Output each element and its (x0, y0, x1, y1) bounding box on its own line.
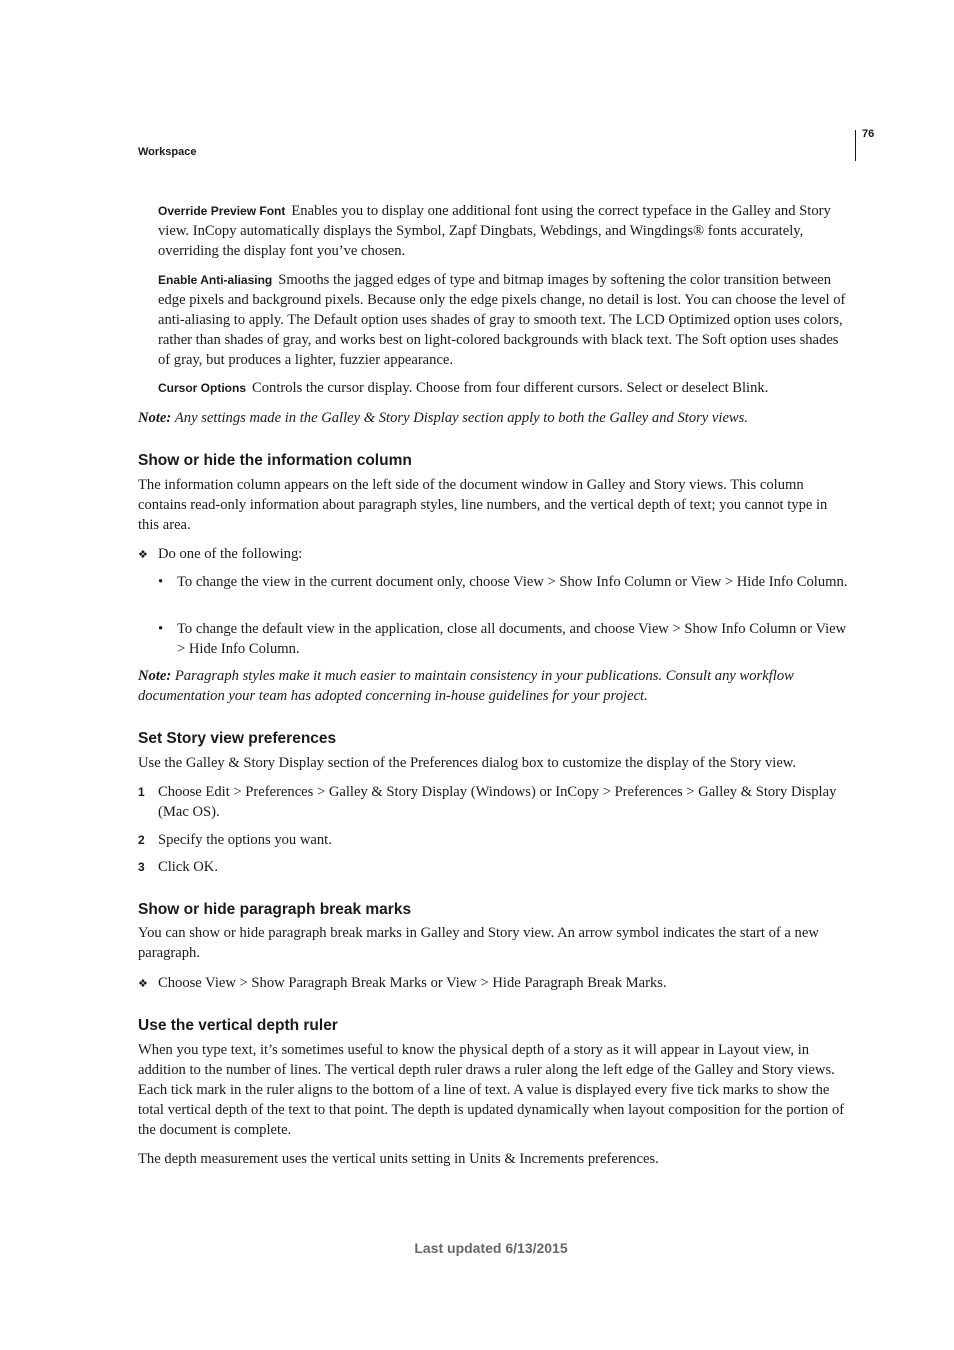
definition-text: Enables you to display one additional font using the correct typeface in the Galley and Story view. InCopy automatically displays the Symbol, Zapf Dingbats, Webdings, and Wingdings® fonts accurately, overriding the display font you’ve chosen. (158, 203, 831, 259)
definition-text: Controls the cursor display. Choose from four different cursors. Select or deselect Blink. (252, 380, 769, 396)
info-column-bullet-1 (158, 572, 850, 592)
heading-info-column: Show or hide the information column (138, 452, 412, 469)
note-paragraph-styles (138, 666, 850, 706)
heading-depth-ruler: Use the vertical depth ruler (138, 1017, 338, 1034)
definition-override-preview-font (158, 201, 850, 261)
step-number: 3 (138, 860, 145, 874)
info-column-body: The information column appears on the left side of the document window in Galley and Story views. This column contains read-only information about paragraph styles, line numbers, and the vertical depth of text; you cannot type in this area. (138, 477, 828, 533)
story-prefs-step-3 (138, 857, 850, 877)
bullet-text: To change the default view in the application, close all documents, and choose View > Show Info Column or View > Hide Info Column. (177, 621, 847, 657)
break-marks-body: You can show or hide paragraph break marks in Galley and Story view. An arrow symbol indicates the start of a new paragraph. (138, 925, 819, 961)
page-number: 76 (862, 128, 875, 140)
note-text: Paragraph styles make it much easier to maintain consistency in your publications. Consult any workflow documentation your team has adopted concerning in-house guidelines for your project. (138, 668, 794, 704)
step-number: 1 (138, 785, 145, 799)
step-text: Do one of the following: (158, 546, 303, 562)
note-label: Note: (138, 668, 172, 684)
definition-cursor-options (158, 378, 850, 398)
step-text: Click OK. (158, 859, 218, 875)
definition-term: Override Preview Font (158, 204, 286, 218)
header-rule (855, 130, 856, 161)
story-prefs-step-2 (138, 830, 850, 850)
definition-text: Smooths the jagged edges of type and bitmap images by softening the color transition between edge pixels and background pixels. Because only the edge pixels change, no detail is lost. You can choose the level of anti-aliasing to apply. The Default option uses shades of gray to smooth text. The LCD Optimized option uses colors, rather than shades of gray, and works best on light-colored backgrounds with black text. The Soft option uses shades of gray, but produces a lighter, fuzzier appearance. (158, 272, 846, 368)
note-label: Note: (138, 410, 172, 426)
bullet-icon: • (158, 574, 164, 590)
depth-ruler-body-2: The depth measurement uses the vertical units setting in Units & Increments preferences. (138, 1151, 659, 1167)
step-text: Specify the options you want. (158, 832, 332, 848)
info-column-bullet-2 (158, 619, 850, 659)
definition-term: Cursor Options (158, 381, 247, 395)
running-header: Workspace (138, 146, 197, 158)
bullet-icon: • (158, 621, 164, 637)
info-column-step (138, 544, 850, 565)
note-text: Any settings made in the Galley & Story Display section apply to both the Galley and Story views. (174, 410, 748, 426)
bullet-text: To change the view in the current document only, choose View > Show Info Column or View > Hide Info Column. (177, 574, 848, 590)
step-text: Choose Edit > Preferences > Galley & Story Display (Windows) or InCopy > Preferences > Galley & Story Display (Mac OS). (158, 784, 837, 820)
step-number: 2 (138, 833, 145, 847)
note-galley-story (138, 408, 850, 428)
break-marks-step (138, 973, 850, 994)
story-prefs-body: Use the Galley & Story Display section of the Preferences dialog box to customize the display of the Story view. (138, 755, 797, 771)
definition-enable-anti-aliasing (158, 270, 850, 370)
footer-last-updated: Last updated 6/13/2015 (414, 1240, 568, 1256)
step-marker-icon: ❖ (138, 548, 148, 561)
step-marker-icon: ❖ (138, 977, 148, 990)
heading-story-prefs: Set Story view preferences (138, 730, 337, 747)
heading-break-marks: Show or hide paragraph break marks (138, 901, 412, 918)
definition-term: Enable Anti-aliasing (158, 273, 273, 287)
step-text: Choose View > Show Paragraph Break Marks or View > Hide Paragraph Break Marks. (158, 975, 667, 991)
story-prefs-step-1 (138, 782, 850, 822)
depth-ruler-body-1: When you type text, it’s sometimes useful to know the physical depth of a story as it will appear in Layout view, in addition to the number of lines. The vertical depth ruler draws a ruler along the left edge of the Galley and Story views. Each tick mark in the ruler aligns to the bottom of a line of text. A value is displayed every five tick marks to show the total vertical depth of the text to that point. The depth is updated dynamically when layout composition for the portion of the document is complete. (138, 1042, 845, 1138)
